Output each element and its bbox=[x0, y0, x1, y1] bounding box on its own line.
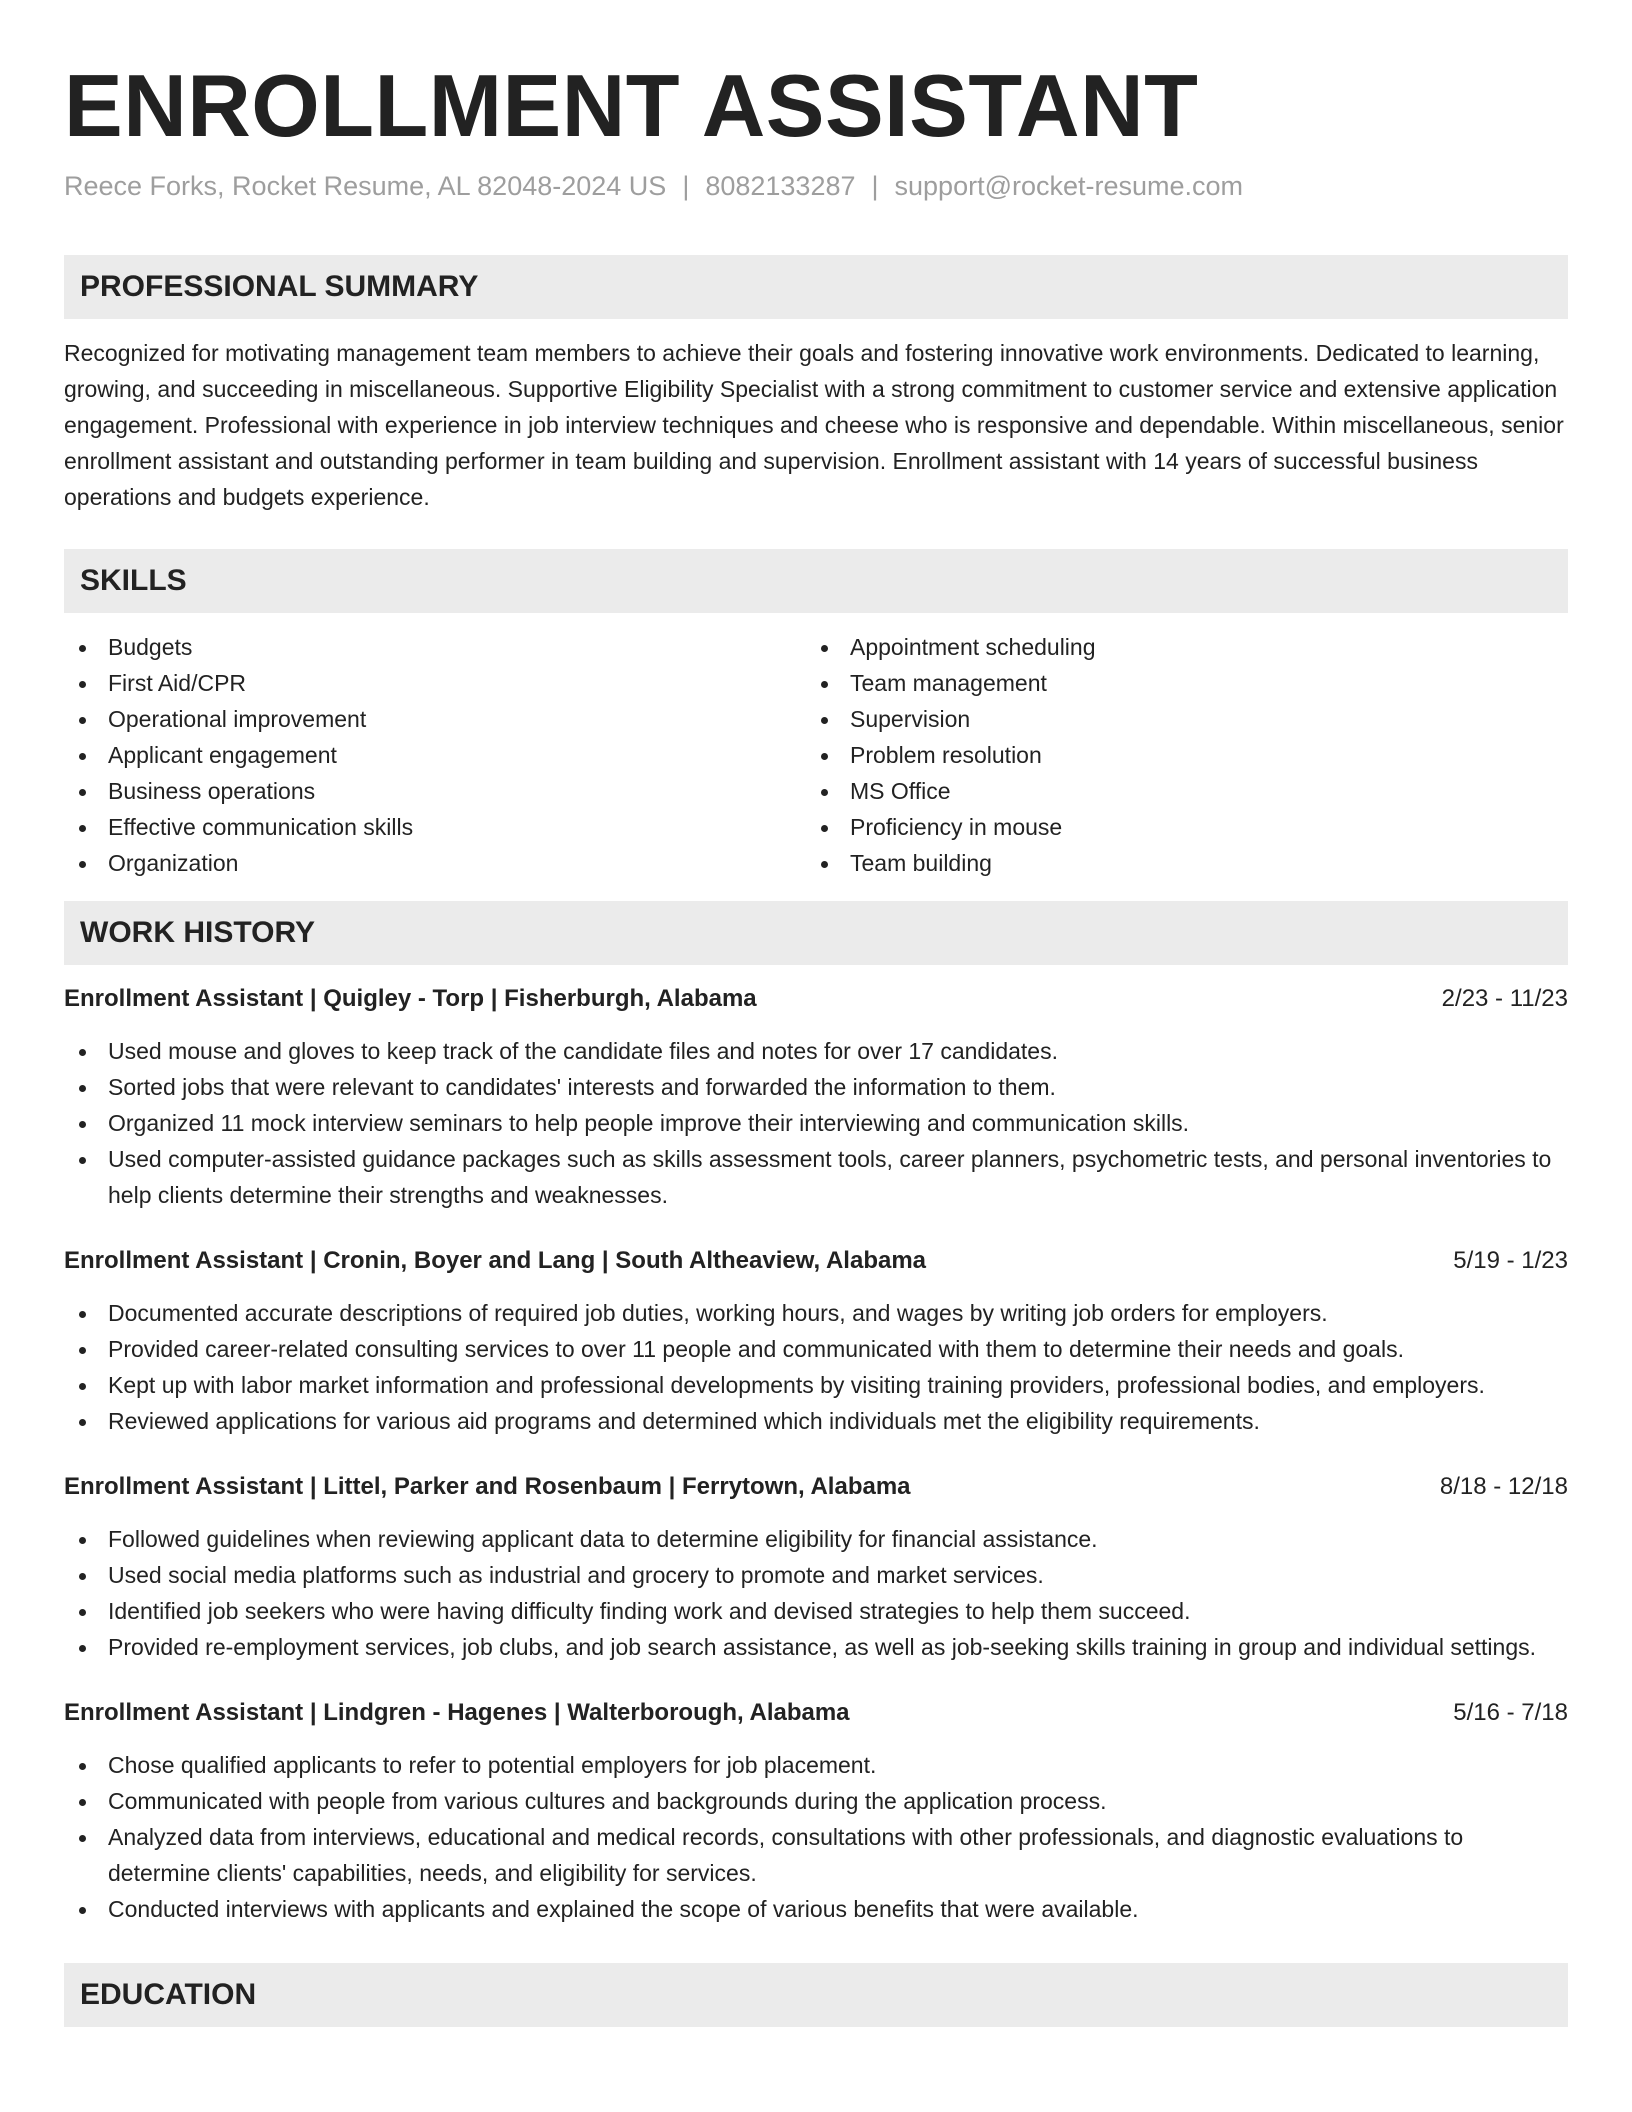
contact-address: Reece Forks, Rocket Resume, AL 82048-2024 US bbox=[64, 171, 667, 201]
job-bullet: Reviewed applications for various aid programs and determined which individuals met the eligibility requirements. bbox=[64, 1403, 1568, 1439]
section-header-skills: SKILLS bbox=[64, 549, 1568, 613]
job-dates: 2/23 - 11/23 bbox=[1441, 985, 1568, 1012]
job-bullet: Conducted interviews with applicants and explained the scope of various benefits that were available. bbox=[64, 1891, 1568, 1927]
job-bullet: Used social media platforms such as industrial and grocery to promote and market services. bbox=[64, 1557, 1568, 1593]
job-bullet: Followed guidelines when reviewing applicant data to determine eligibility for financial assistance. bbox=[64, 1521, 1568, 1557]
job-heading: Enrollment Assistant | Littel, Parker and Rosenbaum | Ferrytown, Alabama bbox=[64, 1473, 911, 1500]
job-bullets bbox=[64, 1747, 1568, 1927]
resume-page bbox=[64, 0, 1568, 2027]
job-header bbox=[64, 981, 1568, 1017]
job-bullet: Provided re-employment services, job clubs, and job search assistance, as well as job-seeking skills training in group and individual settings. bbox=[64, 1629, 1568, 1665]
job-dates: 5/19 - 1/23 bbox=[1453, 1247, 1568, 1274]
section-header-work-history: WORK HISTORY bbox=[64, 901, 1568, 965]
job-header bbox=[64, 1243, 1568, 1279]
job-entry bbox=[64, 981, 1568, 1213]
skill-item: Problem resolution bbox=[806, 737, 1548, 773]
skill-item: Business operations bbox=[64, 773, 806, 809]
job-entry bbox=[64, 1469, 1568, 1665]
job-bullets bbox=[64, 1033, 1568, 1213]
job-bullet: Identified job seekers who were having difficulty finding work and devised strategies to help them succeed. bbox=[64, 1593, 1568, 1629]
contact-separator: | bbox=[871, 171, 879, 201]
job-entry bbox=[64, 1243, 1568, 1439]
skill-item: MS Office bbox=[806, 773, 1548, 809]
skill-item: Team building bbox=[806, 845, 1548, 881]
job-bullet: Analyzed data from interviews, educational and medical records, consultations with other professionals, and diagnostic evaluations to determine clients' capabilities, needs, and eligibility for services. bbox=[64, 1819, 1568, 1891]
job-bullet: Documented accurate descriptions of required job duties, working hours, and wages by writing job orders for employers. bbox=[64, 1295, 1568, 1331]
contact-separator: | bbox=[682, 171, 690, 201]
resume-name-title: ENROLLMENT ASSISTANT bbox=[64, 56, 1199, 155]
skill-item: Operational improvement bbox=[64, 701, 806, 737]
contact-email: support@rocket-resume.com bbox=[894, 171, 1244, 201]
skill-item: First Aid/CPR bbox=[64, 665, 806, 701]
job-bullet: Provided career-related consulting services to over 11 people and communicated with them to determine their needs and goals. bbox=[64, 1331, 1568, 1367]
job-bullet: Kept up with labor market information and professional developments by visiting training providers, professional bodies, and employers. bbox=[64, 1367, 1568, 1403]
job-bullets bbox=[64, 1295, 1568, 1439]
job-dates: 8/18 - 12/18 bbox=[1439, 1473, 1568, 1500]
skill-item: Applicant engagement bbox=[64, 737, 806, 773]
job-bullet: Used mouse and gloves to keep track of the candidate files and notes for over 17 candidates. bbox=[64, 1033, 1568, 1069]
skill-item: Proficiency in mouse bbox=[806, 809, 1548, 845]
job-bullet: Organized 11 mock interview seminars to help people improve their interviewing and communication skills. bbox=[64, 1105, 1568, 1141]
professional-summary-text: Recognized for motivating management team members to achieve their goals and fostering innovative work environments. Dedicated to learning, growing, and succeeding in miscellaneous. Supportive Eligibility Specialist with a strong commitment to customer service and extensive application engagement. Professional with experience in job interview techniques and cheese who is responsive and dependable. Within miscellaneous, senior enrollment assistant and outstanding performer in team building and supervision. Enrollment assistant with 14 years of successful business operations and budgets experience. bbox=[64, 340, 1564, 510]
section-header-professional-summary: PROFESSIONAL SUMMARY bbox=[64, 255, 1568, 319]
skills-columns bbox=[64, 629, 1568, 881]
job-header bbox=[64, 1695, 1568, 1731]
job-bullets bbox=[64, 1521, 1568, 1665]
skill-item: Effective communication skills bbox=[64, 809, 806, 845]
skill-item: Organization bbox=[64, 845, 806, 881]
job-dates: 5/16 - 7/18 bbox=[1453, 1699, 1568, 1726]
skills-list-right bbox=[806, 629, 1548, 881]
job-heading: Enrollment Assistant | Quigley - Torp | Fisherburgh, Alabama bbox=[64, 985, 757, 1012]
job-bullet: Communicated with people from various cultures and backgrounds during the application process. bbox=[64, 1783, 1568, 1819]
job-heading: Enrollment Assistant | Lindgren - Hagenes | Walterborough, Alabama bbox=[64, 1699, 850, 1726]
contact-phone: 8082133287 bbox=[705, 171, 856, 201]
job-bullet: Chose qualified applicants to refer to potential employers for job placement. bbox=[64, 1747, 1568, 1783]
job-header bbox=[64, 1469, 1568, 1505]
job-bullet: Sorted jobs that were relevant to candidates' interests and forwarded the information to them. bbox=[64, 1069, 1568, 1105]
contact-line bbox=[64, 168, 1568, 204]
job-entry bbox=[64, 1695, 1568, 1927]
skill-item: Budgets bbox=[64, 629, 806, 665]
skill-item: Supervision bbox=[806, 701, 1548, 737]
job-bullet: Used computer-assisted guidance packages such as skills assessment tools, career planners, psychometric tests, and personal inventories to help clients determine their strengths and weaknesses. bbox=[64, 1141, 1568, 1213]
skills-list-left bbox=[64, 629, 806, 881]
job-heading: Enrollment Assistant | Cronin, Boyer and Lang | South Altheaview, Alabama bbox=[64, 1247, 927, 1274]
skill-item: Appointment scheduling bbox=[806, 629, 1548, 665]
section-header-education: EDUCATION bbox=[64, 1963, 1568, 2027]
skill-item: Team management bbox=[806, 665, 1548, 701]
